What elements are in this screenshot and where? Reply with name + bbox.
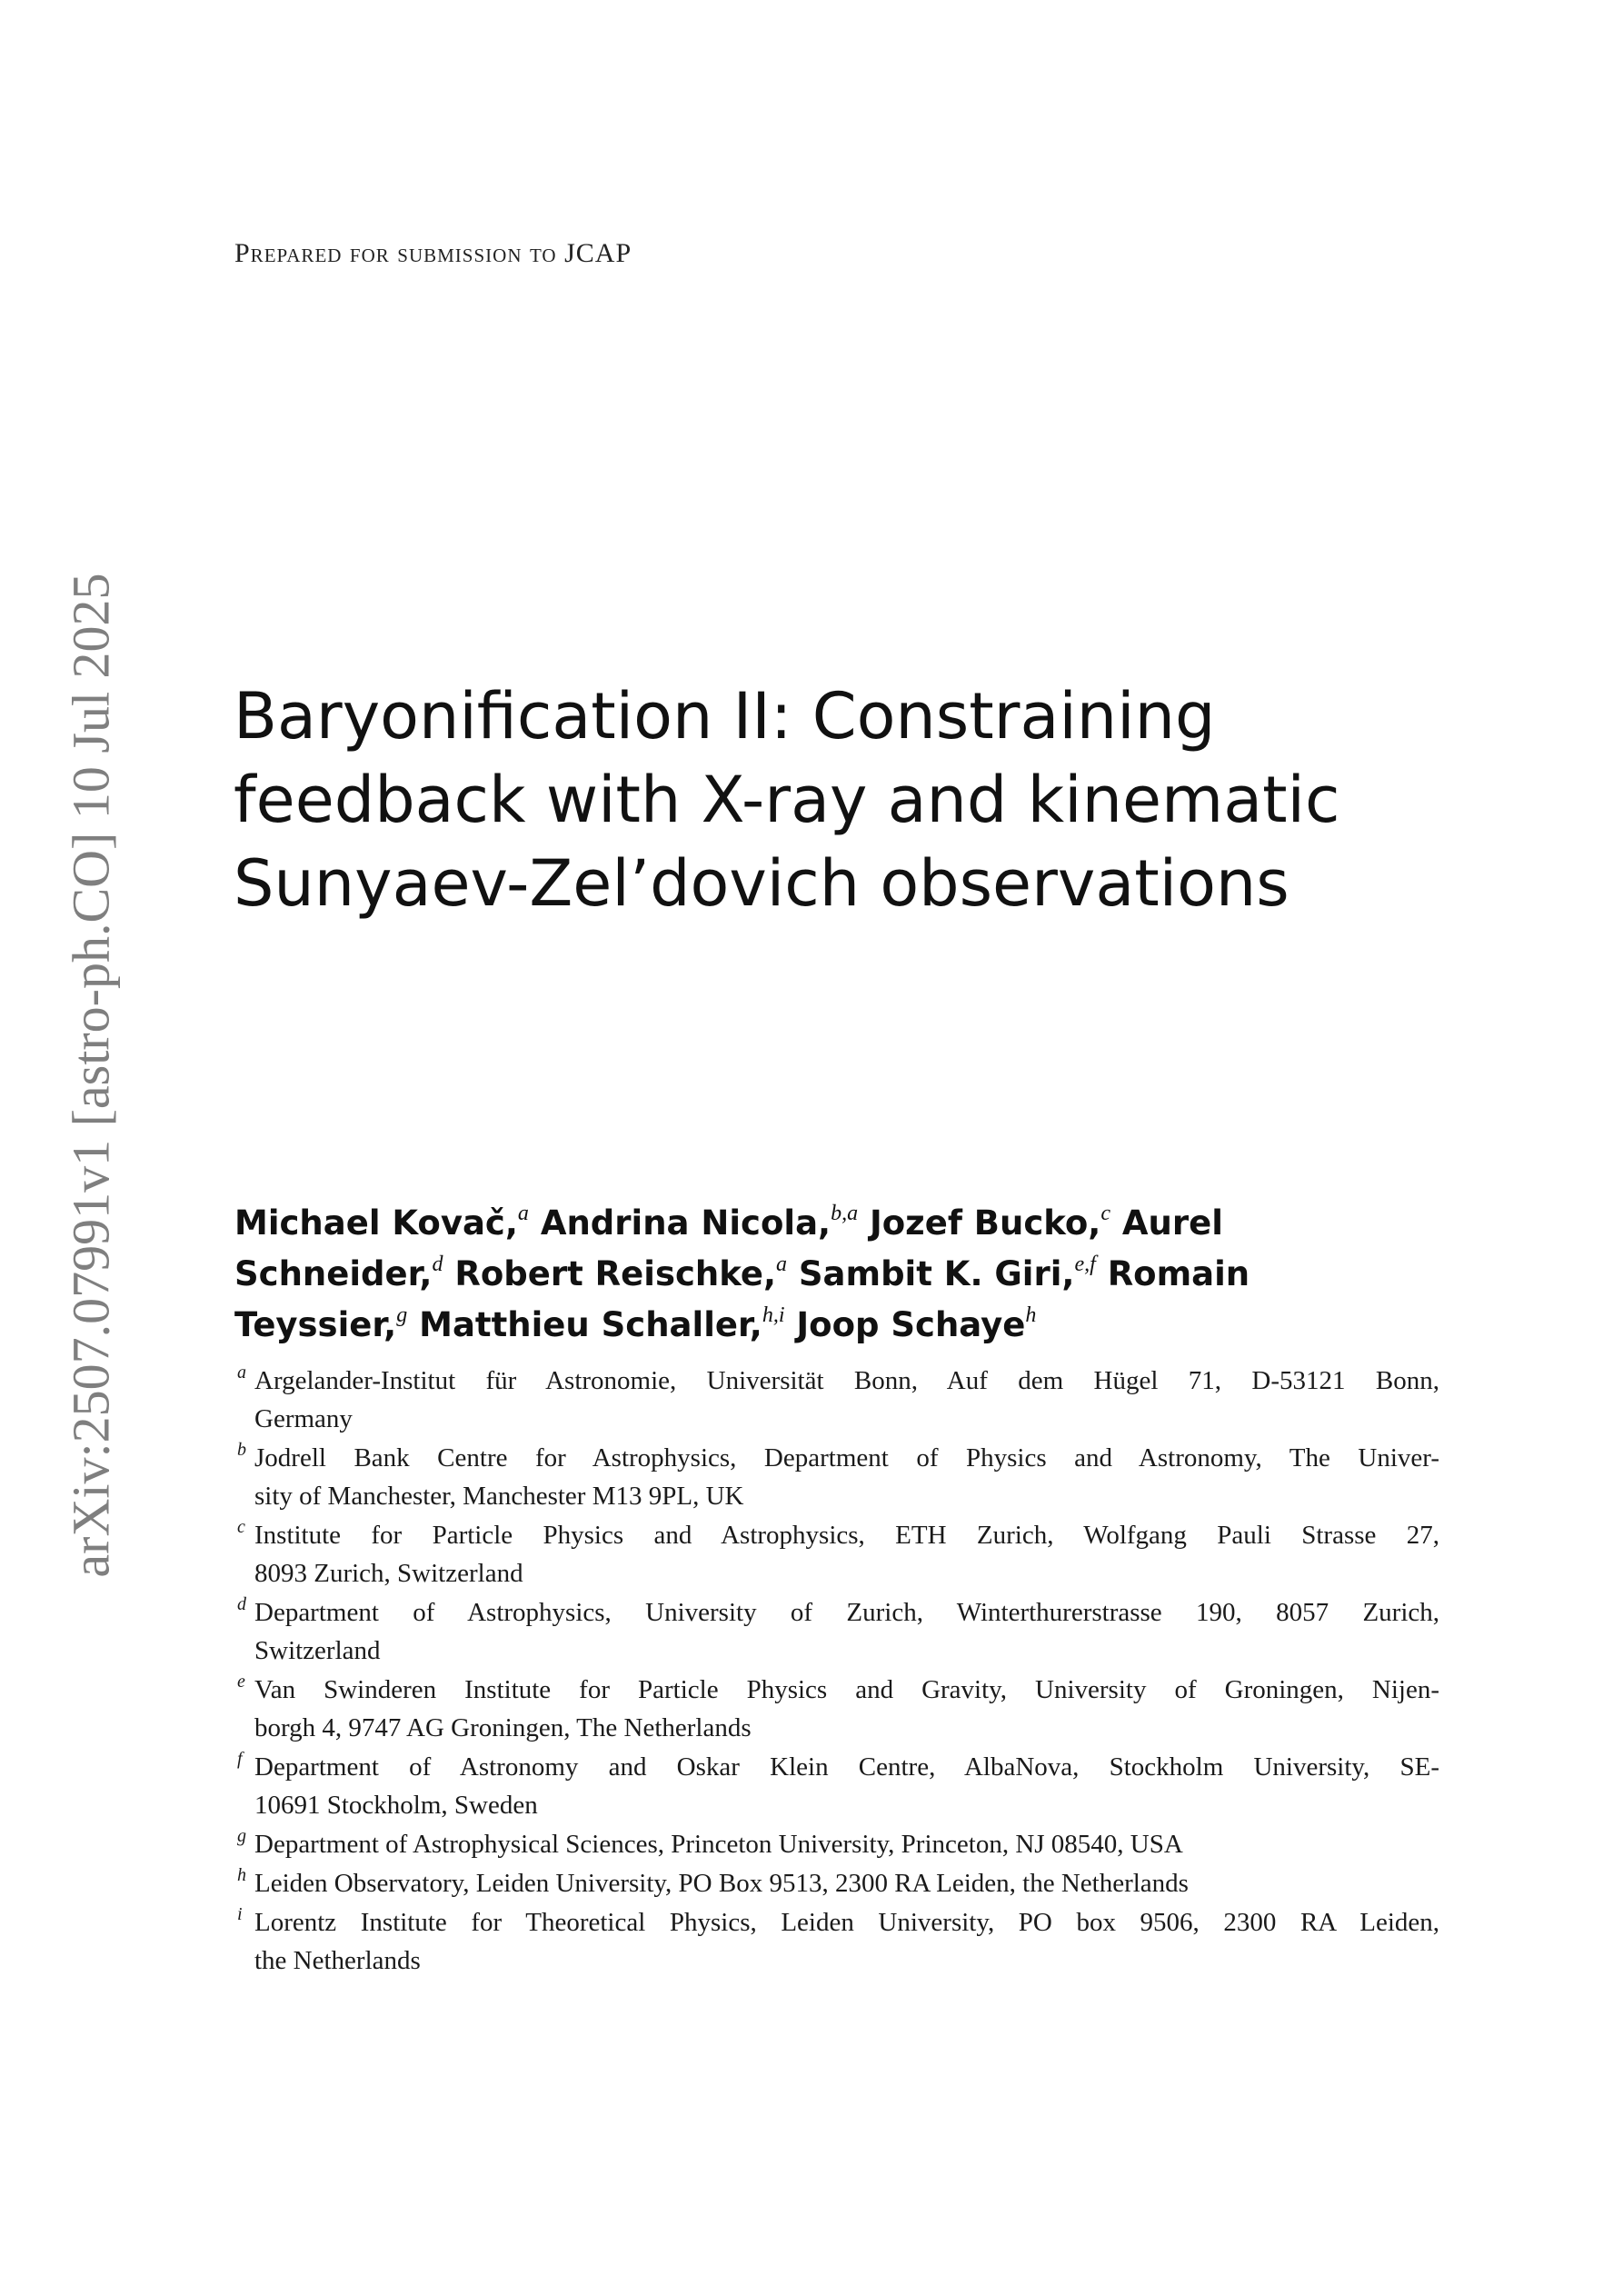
author-name: Aurel [1121, 1203, 1223, 1243]
affiliation-item [234, 1903, 1439, 1980]
author-list [234, 1198, 1452, 1351]
author-name: Sambit K. Giri, [798, 1254, 1075, 1293]
affiliation-item [234, 1671, 1439, 1747]
title-line: Baryonification II: Constraining [234, 679, 1216, 754]
author-affiliation-mark: b,a [831, 1202, 859, 1225]
affiliation-item [234, 1825, 1439, 1863]
affiliation-text: Van Swinderen Institute for Particle Physics and Gravity, University of Groningen, Nijen- [254, 1675, 1439, 1704]
author-line [234, 1249, 1452, 1300]
affiliation-mark: h [237, 1865, 246, 1885]
affiliation-list [234, 1362, 1439, 1981]
affiliation-text: Institute for Particle Physics and Astrophysics, ETH Zurich, Wolfgang Pauli Strasse 27, [254, 1521, 1439, 1550]
affiliation-mark: b [237, 1440, 246, 1460]
author-affiliation-mark: c [1100, 1202, 1111, 1225]
affiliation-text: Department of Astrophysical Sciences, Princeton University, Princeton, NJ 08540, USA [254, 1830, 1183, 1859]
affiliation-text-continued: borgh 4, 9747 AG Groningen, The Netherlands [254, 1713, 752, 1742]
affiliation-text: Leiden Observatory, Leiden University, PO Box 9513, 2300 RA Leiden, the Netherlands [254, 1869, 1189, 1898]
affiliation-text: Department of Astronomy and Oskar Klein Centre, AlbaNova, Stockholm University, SE- [254, 1752, 1439, 1782]
author-name: Schneider, [234, 1254, 433, 1293]
author-line [234, 1198, 1452, 1249]
affiliation-mark: f [237, 1749, 243, 1769]
affiliation-text-continued: 8093 Zurich, Switzerland [254, 1559, 523, 1588]
affiliation-text: Department of Astrophysics, University of Zurich, Winterthurerstrasse 190, 8057 Zurich, [254, 1598, 1439, 1627]
author-affiliation-mark: d [432, 1253, 443, 1276]
author-affiliation-mark: e,f [1074, 1253, 1096, 1276]
author-affiliation-mark: h,i [762, 1303, 785, 1327]
affiliation-item [234, 1362, 1439, 1438]
author-affiliation-mark: a [517, 1202, 529, 1225]
author-line [234, 1300, 1452, 1351]
affiliation-item [234, 1748, 1439, 1824]
affiliation-text-continued: Switzerland [254, 1636, 381, 1665]
affiliation-mark: g [237, 1826, 246, 1846]
author-name: Teyssier, [234, 1305, 397, 1344]
affiliation-mark: a [237, 1363, 246, 1383]
affiliation-text: Jodrell Bank Centre for Astrophysics, Department of Physics and Astronomy, The Univer- [254, 1443, 1439, 1472]
author-name: Joop Schaye [796, 1305, 1026, 1344]
author-name: Jozef Bucko, [870, 1203, 1101, 1243]
affiliation-item [234, 1439, 1439, 1515]
affiliation-text-continued: 10691 Stockholm, Sweden [254, 1791, 538, 1820]
arxiv-identifier-stamp: arXiv:2507.07991v1 [astro-ph.CO] 10 Jul 2025 [61, 573, 121, 1578]
title-line: Sunyaev-Zel’dovich observations [234, 846, 1289, 921]
author-name: Michael Kovač, [234, 1203, 518, 1243]
affiliation-text-continued: sity of Manchester, Manchester M13 9PL, UK [254, 1482, 744, 1511]
submission-note: Prepared for submission to JCAP [234, 238, 632, 268]
paper-title [234, 674, 1488, 925]
author-affiliation-mark: a [776, 1253, 788, 1276]
affiliation-text: Argelander-Institut für Astronomie, Universität Bonn, Auf dem Hügel 71, D-53121 Bonn, [254, 1366, 1439, 1395]
affiliation-text-continued: Germany [254, 1404, 353, 1433]
author-affiliation-mark: h [1025, 1303, 1037, 1327]
affiliation-mark: c [237, 1517, 245, 1537]
affiliation-mark: d [237, 1594, 246, 1614]
author-affiliation-mark: g [396, 1303, 408, 1327]
affiliation-text: Lorentz Institute for Theoretical Physics, Leiden University, PO box 9506, 2300 RA Leiden, [254, 1908, 1439, 1937]
author-name: Robert Reischke, [454, 1254, 777, 1293]
affiliation-item [234, 1593, 1439, 1670]
author-name: Romain [1107, 1254, 1250, 1293]
affiliation-mark: i [237, 1904, 243, 1924]
affiliation-item [234, 1864, 1439, 1902]
title-line: feedback with X-ray and kinematic [234, 763, 1340, 837]
affiliation-text-continued: the Netherlands [254, 1946, 421, 1975]
author-name: Andrina Nicola, [540, 1203, 831, 1243]
author-name: Matthieu Schaller, [419, 1305, 762, 1344]
affiliation-mark: e [237, 1672, 245, 1692]
affiliation-item [234, 1516, 1439, 1592]
